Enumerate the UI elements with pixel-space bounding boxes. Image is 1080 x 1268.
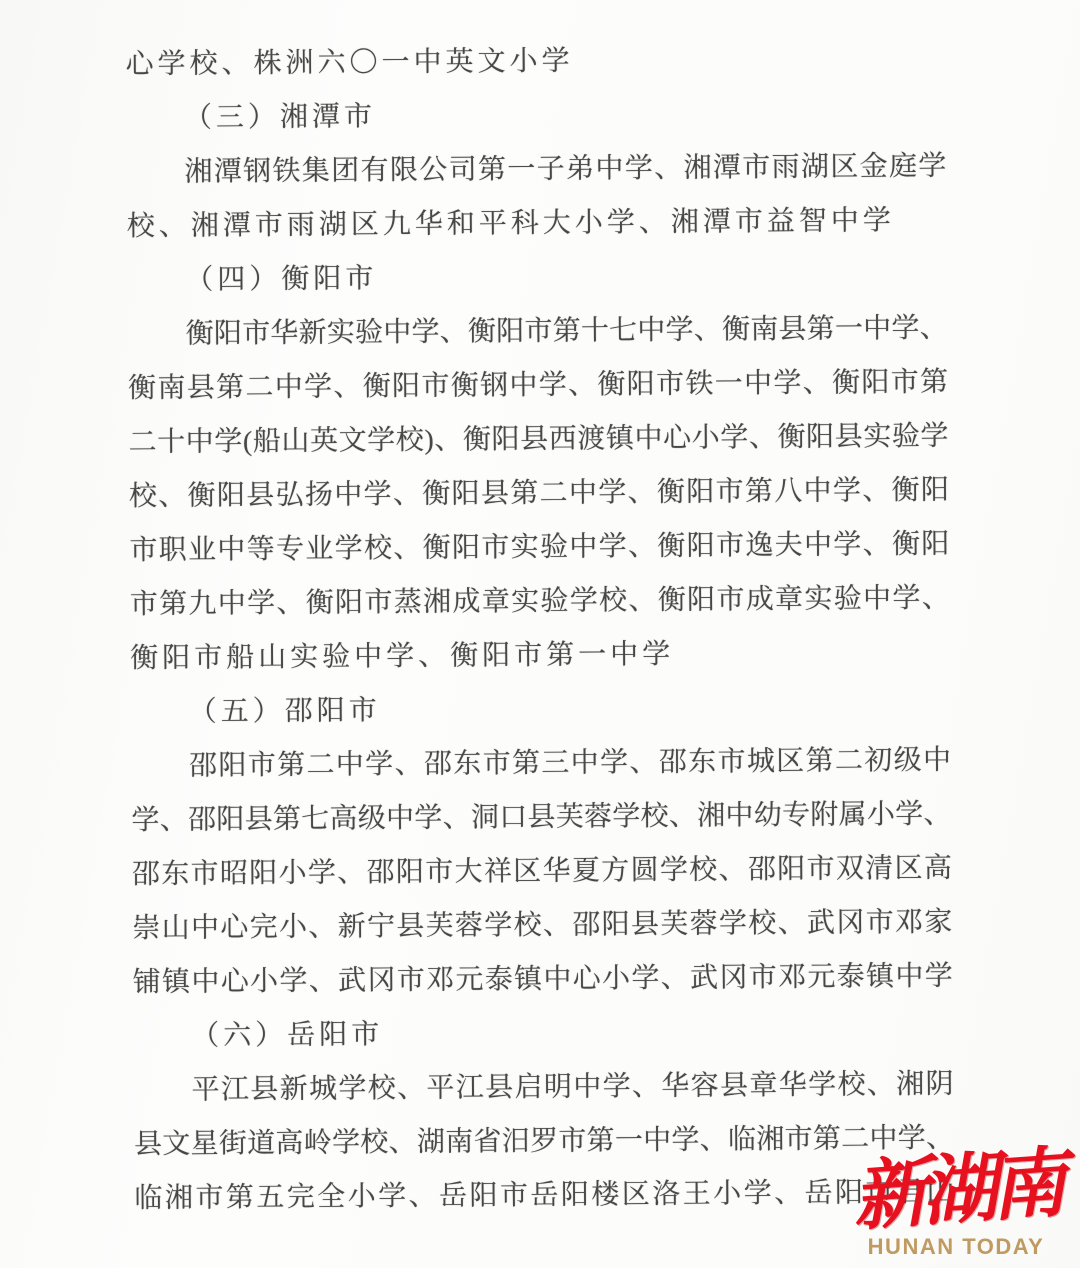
hunan-today-label: HUNAN TODAY — [867, 1234, 1045, 1259]
text-line: 心学校、株洲六〇一中英文小学 — [125, 45, 574, 81]
text-line: 衡南县第二中学、衡阳市衡钢中学、衡阳市铁一中学、衡阳市第 — [127, 366, 949, 405]
document-body — [125, 32, 954, 1226]
text-line: 学、邵阳县第七高级中学、洞口县芙蓉学校、湘中幼专附属小学、 — [131, 798, 952, 837]
text-line: 市职业中等专业学校、衡阳市实验中学、衡阳市逸夫中学、衡阳 — [129, 528, 950, 567]
section-heading: （五）邵阳市 — [188, 695, 381, 728]
text-line: 二十中学(船山英文学校)、衡阳县西渡镇中心小学、衡阳县实验学 — [128, 420, 949, 459]
text-line: 校、湘潭市雨湖区九华和平科大小学、湘潭市益智中学 — [126, 205, 895, 243]
text-line: 临湘市第五完全小学、岳阳市岳阳楼区洛王小学、岳阳市君山 — [134, 1176, 955, 1215]
text-line: 衡阳市船山实验中学、衡阳市第一中学 — [130, 638, 675, 675]
text-line: 铺镇中心小学、武冈市邓元泰镇中心小学、武冈市邓元泰镇中学 — [132, 960, 953, 999]
text-line: 邵东市昭阳小学、邵阳市大祥区华夏方圆学校、邵阳市双清区高 — [131, 852, 953, 891]
section-heading: （六）岳阳市 — [191, 1019, 384, 1052]
text-line: 崇山中心完小、新宁县芙蓉学校、邵阳县芙蓉学校、武冈市邓家 — [132, 906, 953, 945]
text-line: 平江县新城学校、平江县启明中学、华容县章华学校、湘阴 — [191, 1068, 954, 1106]
text-line: 县文星街道高岭学校、湖南省汨罗市第一中学、临湘市第二中学、 — [133, 1122, 955, 1161]
section-heading: （四）衡阳市 — [185, 263, 378, 296]
text-line: 湘潭钢铁集团有限公司第一子弟中学、湘潭市雨湖区金庭学 — [184, 150, 947, 188]
text-line: 衡阳市华新实验中学、衡阳市第十七中学、衡南县第一中学、 — [185, 312, 948, 350]
text-line: 市第九中学、衡阳市蒸湘成章实验学校、衡阳市成章实验中学、 — [129, 582, 950, 621]
text-line: 邵阳市第二中学、邵东市第三中学、邵东市城区第二初级中 — [188, 744, 952, 782]
text-line: 校、衡阳县弘扬中学、衡阳县第二中学、衡阳市第八中学、衡阳 — [128, 474, 950, 513]
xin-hunan-logo: 新湖南 — [849, 1137, 1063, 1242]
section-heading: （三）湘潭市 — [183, 101, 377, 134]
